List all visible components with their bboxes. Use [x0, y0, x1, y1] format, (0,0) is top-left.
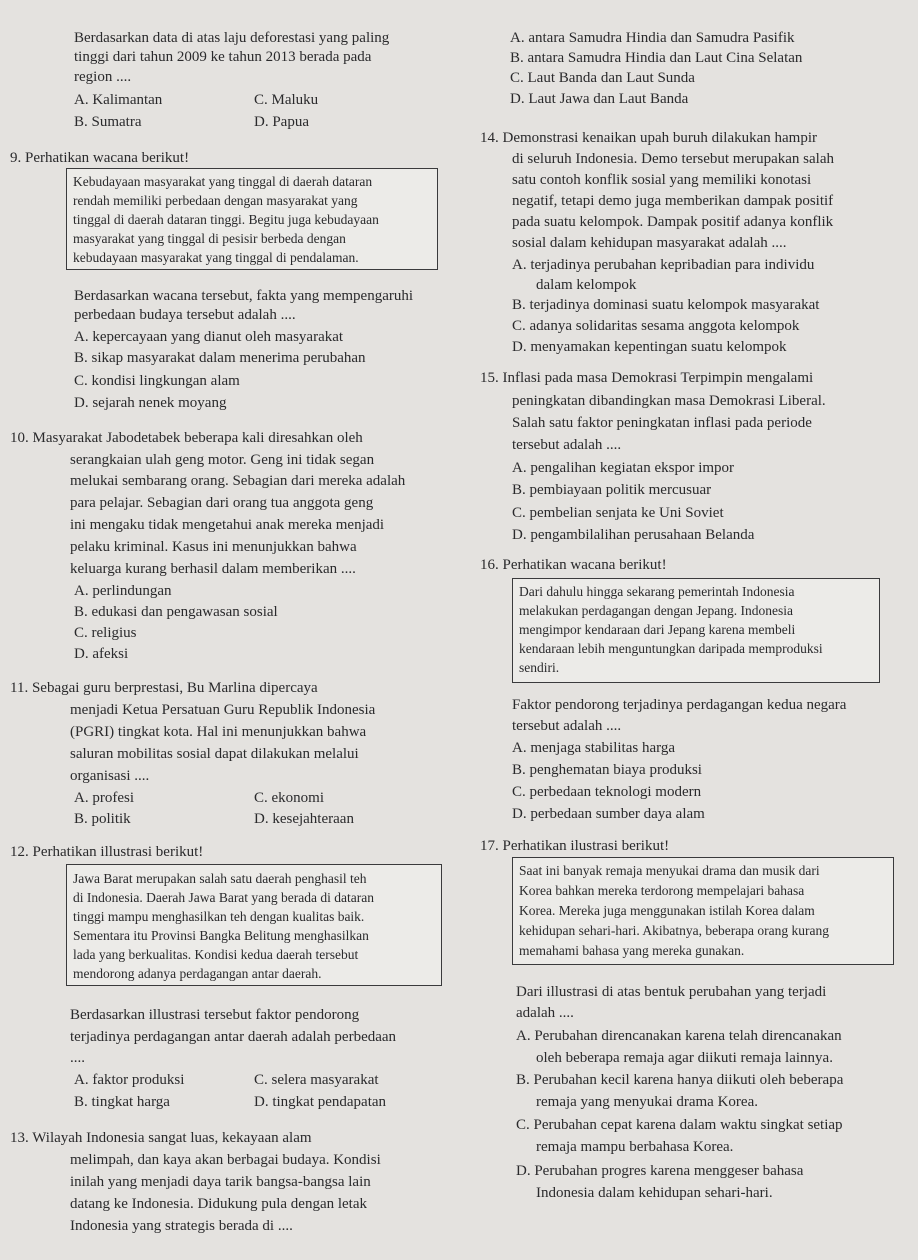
q10-line: para pelajar. Sebagian dari orang tua anggota geng: [70, 495, 374, 511]
q13-line: inilah yang menjadi daya tarik bangsa-bangsa lain: [70, 1174, 371, 1190]
q9-passage-box: [66, 168, 438, 270]
q11-option-a[interactable]: A. profesi: [74, 790, 134, 806]
q17-passage-box: [512, 857, 894, 965]
q14-line: sosial dalam kehidupan masyarakat adalah ....: [512, 235, 787, 251]
q8-line: tinggi dari tahun 2009 ke tahun 2013 berada pada: [74, 49, 372, 65]
q14-line: 14. Demonstrasi kenaikan upah buruh dilakukan hampir: [480, 130, 818, 146]
q11-option-d[interactable]: D. kesejahteraan: [254, 811, 354, 827]
q10-option-d[interactable]: D. afeksi: [74, 646, 129, 662]
q9-title: 9. Perhatikan wacana berikut!: [10, 150, 190, 166]
q12-passage-line: Sementara itu Provinsi Bangka Belitung menghasilkan: [73, 928, 369, 943]
q16-question: tersebut adalah ....: [512, 718, 622, 734]
q14-option-c[interactable]: C. adanya solidaritas sesama anggota kelompok: [512, 318, 800, 334]
q9-option-b[interactable]: B. sikap masyarakat dalam menerima perubahan: [74, 350, 366, 366]
q17-passage-line: Korea. Mereka juga menggunakan istilah Korea dalam: [519, 903, 815, 918]
q15-line: peningkatan dibandingkan masa Demokrasi Liberal.: [512, 393, 826, 409]
q9-question: perbedaan budaya tersebut adalah ....: [74, 307, 296, 323]
q12-passage-line: Jawa Barat merupakan salah satu daerah penghasil teh: [73, 871, 367, 886]
q17-option-b[interactable]: B. Perubahan kecil karena hanya diikuti oleh beberapa: [516, 1072, 844, 1088]
q8-option-b[interactable]: B. Sumatra: [74, 114, 142, 130]
q16-passage-line: Dari dahulu hingga sekarang pemerintah Indonesia: [519, 584, 795, 599]
q8-line: region ....: [74, 69, 132, 85]
q13-line: 13. Wilayah Indonesia sangat luas, kekayaan alam: [10, 1130, 312, 1146]
q10-option-c[interactable]: C. religius: [74, 625, 137, 641]
q16-option-c[interactable]: C. perbedaan teknologi modern: [512, 784, 702, 800]
q10-line: keluarga kurang berhasil dalam memberikan ....: [70, 561, 356, 577]
q13-line: Indonesia yang strategis berada di ....: [70, 1218, 293, 1234]
q13-option-a[interactable]: A. antara Samudra Hindia dan Samudra Pasifik: [510, 30, 795, 46]
q11-line: organisasi ....: [70, 768, 150, 784]
q15-line: tersebut adalah ....: [512, 437, 622, 453]
q17-passage-line: memahami bahasa yang mereka gunakan.: [519, 943, 745, 958]
q9-passage-line: Kebudayaan masyarakat yang tinggal di daerah dataran: [73, 174, 373, 189]
q16-passage-line: melakukan perdagangan dengan Jepang. Indonesia: [519, 603, 794, 618]
q12-option-d[interactable]: D. tingkat pendapatan: [254, 1094, 387, 1110]
q16-passage-line: kendaraan lebih menguntungkan daripada memproduksi: [519, 641, 823, 656]
q12-passage-line: di Indonesia. Daerah Jawa Barat yang berada di dataran: [73, 890, 374, 905]
q10-line: pelaku kriminal. Kasus ini menunjukkan bahwa: [70, 539, 357, 555]
q12-passage-line: mendorong adanya perdagangan antar daerah.: [73, 966, 322, 981]
q15-option-c[interactable]: C. pembelian senjata ke Uni Soviet: [512, 505, 724, 521]
q9-option-a[interactable]: A. kepercayaan yang dianut oleh masyarakat: [74, 329, 344, 345]
q17-passage-line: kehidupan sehari-hari. Akibatnya, beberapa orang kurang: [519, 923, 830, 938]
q12-option-c[interactable]: C. selera masyarakat: [254, 1072, 379, 1088]
q17-title: 17. Perhatikan ilustrasi berikut!: [480, 838, 670, 854]
q10-option-b[interactable]: B. edukasi dan pengawasan sosial: [74, 604, 278, 620]
q12-option-b[interactable]: B. tingkat harga: [74, 1094, 170, 1110]
q17-option-d[interactable]: D. Perubahan progres karena menggeser bahasa: [516, 1163, 804, 1179]
q9-passage-line: rendah memiliki perbedaan dengan masyarakat yang: [73, 193, 358, 208]
q17-passage-line: Saat ini banyak remaja menyukai drama dan musik dari: [519, 863, 820, 878]
q13-option-d[interactable]: D. Laut Jawa dan Laut Banda: [510, 91, 689, 107]
q10-line: melukai sembarang orang. Sebagian dari mereka adalah: [70, 473, 406, 489]
q16-question: Faktor pendorong terjadinya perdagangan kedua negara: [512, 697, 847, 713]
q9-option-c[interactable]: C. kondisi lingkungan alam: [74, 373, 240, 389]
q17-option-d-cont: Indonesia dalam kehidupan sehari-hari.: [536, 1185, 773, 1201]
q16-passage-line: sendiri.: [519, 660, 560, 675]
q11-line: menjadi Ketua Persatuan Guru Republik Indonesia: [70, 702, 376, 718]
q12-question: terjadinya perdagangan antar daerah adalah perbedaan: [70, 1029, 397, 1045]
q17-question: Dari illustrasi di atas bentuk perubahan yang terjadi: [516, 984, 827, 1000]
q17-question: adalah ....: [516, 1005, 574, 1021]
q15-line: 15. Inflasi pada masa Demokrasi Terpimpin mengalami: [480, 370, 814, 386]
q15-option-a[interactable]: A. pengalihan kegiatan ekspor impor: [512, 460, 735, 476]
q15-option-b[interactable]: B. pembiayaan politik mercusuar: [512, 482, 712, 498]
q8-option-d[interactable]: D. Papua: [254, 114, 309, 130]
q14-line: satu contoh konflik sosial yang memiliki konotasi: [512, 172, 812, 188]
q12-passage-line: tinggi mampu menghasilkan teh dengan kualitas baik.: [73, 909, 365, 924]
q10-option-a[interactable]: A. perlindungan: [74, 583, 172, 599]
q10-line: ini mengaku tidak mengetahui anak mereka menjadi: [70, 517, 385, 533]
q9-passage-line: tinggal di daerah dataran tinggi. Begitu juga kebudayaan: [73, 212, 379, 227]
q12-passage-line: lada yang berkualitas. Kondisi kedua daerah tersebut: [73, 947, 359, 962]
q10-line: serangkaian ulah geng motor. Geng ini tidak segan: [70, 452, 375, 468]
q17-option-a-cont: oleh beberapa remaja agar diikuti remaja lainnya.: [536, 1050, 833, 1066]
q15-option-d[interactable]: D. pengambilalihan perusahaan Belanda: [512, 527, 755, 543]
q12-question: ....: [70, 1050, 85, 1066]
q9-passage-line: masyarakat yang tinggal di pesisir berbeda dengan: [73, 231, 346, 246]
q8-option-c[interactable]: C. Maluku: [254, 92, 319, 108]
q17-option-b-cont: remaja yang menyukai drama Korea.: [536, 1094, 758, 1110]
q13-option-c[interactable]: C. Laut Banda dan Laut Sunda: [510, 70, 695, 86]
q15-line: Salah satu faktor peningkatan inflasi pada periode: [512, 415, 812, 431]
q9-passage-line: kebudayaan masyarakat yang tinggal di pendalaman.: [73, 250, 359, 265]
q11-option-c[interactable]: C. ekonomi: [254, 790, 324, 806]
q8-option-a[interactable]: A. Kalimantan: [74, 92, 163, 108]
q10-line: 10. Masyarakat Jabodetabek beberapa kali diresahkan oleh: [10, 430, 363, 446]
q14-option-b[interactable]: B. terjadinya dominasi suatu kelompok masyarakat: [512, 297, 820, 313]
q17-option-c[interactable]: C. Perubahan cepat karena dalam waktu singkat setiap: [516, 1117, 843, 1133]
q14-line: pada suatu kelompok. Dampak positif adanya konflik: [512, 214, 834, 230]
q12-title: 12. Perhatikan illustrasi berikut!: [10, 844, 204, 860]
q9-option-d[interactable]: D. sejarah nenek moyang: [74, 395, 227, 411]
q17-option-a[interactable]: A. Perubahan direncanakan karena telah direncanakan: [516, 1028, 842, 1044]
q11-option-b[interactable]: B. politik: [74, 811, 131, 827]
q11-line: saluran mobilitas sosial dapat dilakukan melalui: [70, 746, 359, 762]
q16-passage-line: mengimpor kendaraan dari Jepang karena membeli: [519, 622, 796, 637]
q12-option-a[interactable]: A. faktor produksi: [74, 1072, 185, 1088]
q14-line: negatif, tetapi demo juga memberikan dampak positif: [512, 193, 834, 209]
q14-option-a-cont: dalam kelompok: [536, 277, 637, 293]
q16-title: 16. Perhatikan wacana berikut!: [480, 557, 667, 573]
q17-passage-line: Korea bahkan mereka terdorong mempelajari bahasa: [519, 883, 805, 898]
q13-line: melimpah, dan kaya akan berbagai budaya. Kondisi: [70, 1152, 381, 1168]
q14-line: di seluruh Indonesia. Demo tersebut merupakan salah: [512, 151, 834, 167]
q11-line: 11. Sebagai guru berprestasi, Bu Marlina dipercaya: [10, 680, 318, 696]
q14-option-a[interactable]: A. terjadinya perubahan kepribadian para individu: [512, 257, 815, 273]
q17-option-c-cont: remaja mampu berbahasa Korea.: [536, 1139, 734, 1155]
q16-option-b[interactable]: B. penghematan biaya produksi: [512, 762, 702, 778]
q13-line: datang ke Indonesia. Didukung pula dengan letak: [70, 1196, 367, 1212]
q16-option-d[interactable]: D. perbedaan sumber daya alam: [512, 806, 705, 822]
q8-line: Berdasarkan data di atas laju deforestasi yang paling: [74, 30, 390, 46]
q14-option-d[interactable]: D. menyamakan kepentingan suatu kelompok: [512, 339, 787, 355]
q11-line: (PGRI) tingkat kota. Hal ini menunjukkan bahwa: [70, 724, 367, 740]
q16-option-a[interactable]: A. menjaga stabilitas harga: [512, 740, 676, 756]
q12-passage-box: [66, 864, 442, 986]
q12-question: Berdasarkan illustrasi tersebut faktor pendorong: [70, 1007, 360, 1023]
q9-question: Berdasarkan wacana tersebut, fakta yang mempengaruhi: [74, 288, 414, 304]
q16-passage-box: [512, 578, 880, 683]
q13-option-b[interactable]: B. antara Samudra Hindia dan Laut Cina Selatan: [510, 50, 803, 66]
